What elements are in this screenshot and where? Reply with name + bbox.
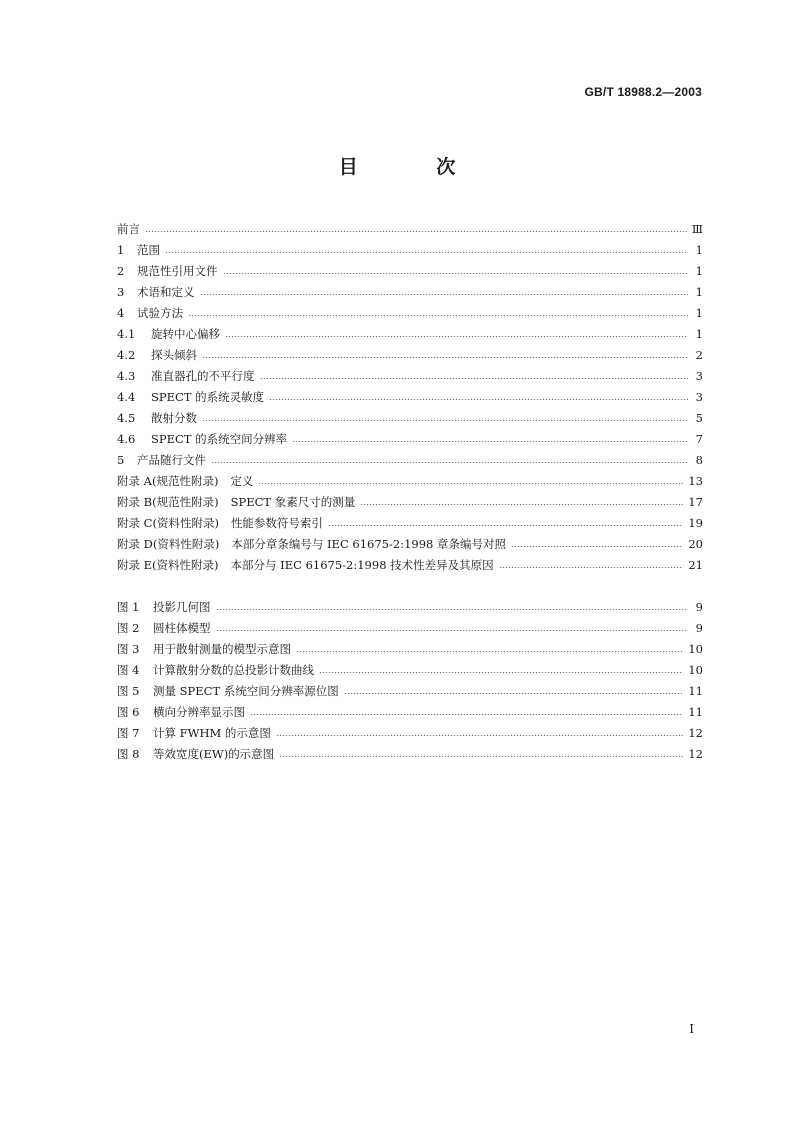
figure-page: 9 [695, 600, 703, 614]
figure-label: 圆柱体模型 [153, 621, 211, 635]
dot-leader [200, 294, 689, 295]
figure-label: 横向分辨率显示图 [153, 705, 245, 719]
dot-leader [499, 567, 684, 568]
toc-entry-page: 8 [695, 453, 703, 467]
toc-entry-number: 4.3 [117, 369, 136, 383]
toc-entry-label: 探头倾斜 [151, 348, 197, 362]
table-of-contents [117, 219, 703, 576]
toc-entry-number: 4.2 [117, 348, 136, 362]
toc-entry-page: 20 [688, 537, 703, 551]
toc-entry-label: 性能参数符号索引 [230, 516, 323, 530]
dot-leader [344, 693, 684, 694]
dot-leader [145, 231, 687, 232]
figure-number: 图 8 [117, 747, 140, 761]
toc-entry[interactable] [117, 429, 703, 450]
page-title: 目 次 [338, 156, 492, 178]
toc-entry-label: 旋转中心偏移 [151, 327, 220, 341]
figure-label: 等效宽度(EW)的示意图 [153, 747, 275, 761]
dot-leader [216, 630, 689, 631]
toc-entry-annex[interactable] [117, 555, 703, 576]
toc-entry[interactable] [117, 345, 703, 366]
figure-label: 计算 FWHM 的示意图 [153, 726, 271, 740]
toc-entry-label: 定义 [230, 474, 254, 488]
dot-leader [511, 546, 683, 547]
dot-leader [250, 714, 683, 715]
figure-page: 9 [695, 621, 703, 635]
toc-entry-page: 1 [695, 306, 703, 320]
toc-entry-number: 3 [117, 285, 125, 299]
dot-leader [225, 336, 688, 337]
dot-leader [279, 756, 683, 757]
toc-entry-label: 准直器孔的不平行度 [151, 369, 255, 383]
toc-entry-page: 19 [688, 516, 703, 530]
toc-entry-label: 散射分数 [151, 411, 197, 425]
dot-leader [202, 357, 688, 358]
annex-number: 附录 D(资料性附录) [117, 537, 220, 551]
figure-number: 图 4 [117, 663, 140, 677]
dot-leader [276, 735, 683, 736]
figure-page: 10 [688, 642, 703, 656]
figure-number: 图 1 [117, 600, 140, 614]
dot-leader [165, 252, 688, 253]
toc-entry-page: 1 [695, 327, 703, 341]
toc-entry-number: 2 [117, 264, 125, 278]
figure-entry[interactable] [117, 702, 703, 723]
toc-entry-number: 4.1 [117, 327, 136, 341]
annex-number: 附录 A(规范性附录) [117, 474, 219, 488]
toc-entry-number: 4.6 [117, 432, 136, 446]
annex-number: 附录 C(资料性附录) [117, 516, 219, 530]
dot-leader [292, 441, 688, 442]
toc-entry-page: 21 [688, 558, 703, 572]
toc-entry-annex[interactable] [117, 492, 703, 513]
toc-entry-annex[interactable] [117, 513, 703, 534]
figure-page: 12 [688, 726, 703, 740]
toc-entry[interactable] [117, 408, 703, 429]
toc-entry-annex[interactable] [117, 471, 703, 492]
dot-leader [319, 672, 683, 673]
toc-entry[interactable] [117, 387, 703, 408]
toc-entry[interactable] [117, 282, 703, 303]
toc-entry-page: 2 [695, 348, 703, 362]
figure-page: 11 [688, 705, 703, 719]
figure-entry[interactable] [117, 723, 703, 744]
toc-entry[interactable] [117, 324, 703, 345]
dot-leader [223, 273, 689, 274]
dot-leader [296, 651, 683, 652]
dot-leader [188, 315, 688, 316]
toc-entry-page: 1 [695, 285, 703, 299]
toc-entry-page: Ⅲ [691, 222, 703, 236]
page-number: I [689, 1022, 694, 1036]
toc-entry-label: 试验方法 [137, 306, 183, 320]
toc-entry-number: 4 [117, 306, 125, 320]
toc-entry-label: 本部分章条编号与 IEC 61675-2:1998 章条编号对照 [231, 537, 506, 551]
toc-entry-label: 术语和定义 [137, 285, 195, 299]
figure-label: 投影几何图 [153, 600, 211, 614]
toc-entry-annex[interactable] [117, 534, 703, 555]
toc-entry-number: 1 [117, 243, 125, 257]
annex-number: 附录 E(资料性附录) [117, 558, 219, 572]
dot-leader [258, 483, 683, 484]
annex-number: 附录 B(规范性附录) [117, 495, 219, 509]
toc-entry-number: 5 [117, 453, 125, 467]
toc-entry[interactable] [117, 219, 703, 240]
figure-entry[interactable] [117, 597, 703, 618]
figure-number: 图 2 [117, 621, 140, 635]
toc-entry-label: SPECT 象素尺寸的测量 [230, 495, 356, 509]
dot-leader [216, 609, 689, 610]
figure-number: 图 5 [117, 684, 140, 698]
toc-entry[interactable] [117, 366, 703, 387]
figure-number: 图 3 [117, 642, 140, 656]
figure-page: 12 [688, 747, 703, 761]
figure-number: 图 7 [117, 726, 140, 740]
toc-entry-page: 17 [688, 495, 703, 509]
toc-entry[interactable] [117, 240, 703, 261]
figure-label: 用于散射测量的模型示意图 [153, 642, 291, 656]
figure-entry[interactable] [117, 744, 703, 765]
list-of-figures [117, 597, 703, 765]
toc-entry-page: 1 [695, 264, 703, 278]
dot-leader [328, 525, 683, 526]
toc-entry-page: 3 [695, 369, 703, 383]
toc-entry[interactable] [117, 303, 703, 324]
toc-entry-page: 1 [695, 243, 703, 257]
figure-entry[interactable] [117, 681, 703, 702]
figure-entry[interactable] [117, 618, 703, 639]
figure-label: 测量 SPECT 系统空间分辨率源位图 [153, 684, 339, 698]
figure-entry[interactable] [117, 660, 703, 681]
dot-leader [260, 378, 689, 379]
toc-entry-page: 13 [688, 474, 703, 488]
toc-entry-page: 3 [695, 390, 703, 404]
toc-entry-label: 产品随行文件 [137, 453, 206, 467]
toc-entry-page: 5 [695, 411, 703, 425]
toc-entry-label: 规范性引用文件 [137, 264, 218, 278]
toc-entry-number: 4.5 [117, 411, 136, 425]
figure-page: 11 [688, 684, 703, 698]
toc-entry-page: 7 [695, 432, 703, 446]
toc-entry-label: 前言 [117, 222, 140, 236]
toc-entry[interactable] [117, 261, 703, 282]
toc-entry-label: SPECT 的系统空间分辨率 [151, 432, 288, 446]
toc-entry-label: 范围 [137, 243, 160, 257]
dot-leader [269, 399, 688, 400]
figure-number: 图 6 [117, 705, 140, 719]
toc-entry[interactable] [117, 450, 703, 471]
figure-page: 10 [688, 663, 703, 677]
standard-code: GB/T 18988.2—2003 [584, 85, 702, 99]
dot-leader [211, 462, 688, 463]
toc-entry-label: SPECT 的系统灵敏度 [151, 390, 265, 404]
toc-entry-label: 本部分与 IEC 61675-2:1998 技术性差异及其原因 [230, 558, 494, 572]
figure-entry[interactable] [117, 639, 703, 660]
dot-leader [360, 504, 683, 505]
dot-leader [202, 420, 688, 421]
toc-entry-number: 4.4 [117, 390, 136, 404]
figure-label: 计算散射分数的总投影计数曲线 [153, 663, 314, 677]
